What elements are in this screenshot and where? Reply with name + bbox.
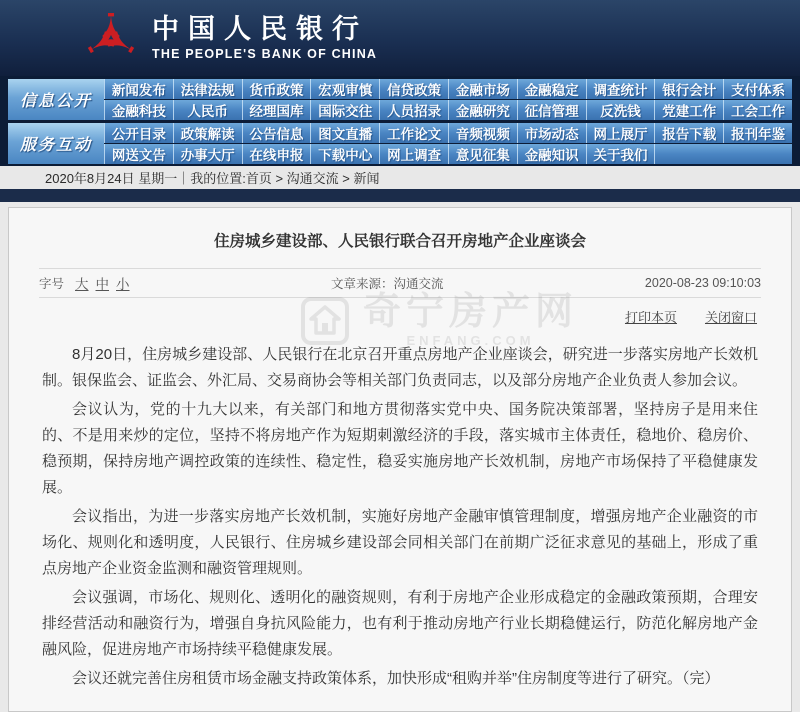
print-page-link[interactable]: 打印本页 [624, 310, 677, 325]
site-title-en: THE PEOPLE'S BANK OF CHINA [152, 47, 378, 62]
pboc-logo-icon [84, 11, 138, 65]
nav-item[interactable]: 金融市场 [448, 79, 517, 99]
nav-item[interactable]: 公开目录 [104, 123, 173, 143]
article-body [39, 328, 761, 701]
header-divider-band [0, 189, 800, 202]
nav-item[interactable]: 信贷政策 [379, 79, 448, 99]
site-title-cn: 中国人民银行 [152, 13, 368, 44]
nav-item[interactable]: 人民币 [173, 100, 242, 120]
nav-item[interactable]: 报告下载 [654, 123, 723, 143]
nav-item[interactable]: 货币政策 [242, 79, 311, 99]
article-card [8, 207, 792, 712]
content-area [0, 202, 800, 712]
article-actions [39, 298, 761, 328]
nav-item[interactable]: 在线申报 [242, 144, 311, 164]
font-size-option-中[interactable]: 中 [95, 277, 110, 292]
nav-item[interactable]: 网送文告 [104, 144, 173, 164]
nav-item[interactable]: 意见征集 [448, 144, 517, 164]
nav-item[interactable]: 公告信息 [242, 123, 311, 143]
nav-item[interactable]: 支付体系 [723, 79, 792, 99]
nav-item[interactable]: 关于我们 [586, 144, 655, 164]
font-size-label: 字号 [39, 277, 65, 291]
nav-group-label: 信息公开 [8, 79, 104, 120]
article-paragraph: 会议指出，为进一步落实房地产长效机制，实施好房地产金融审慎管理制度，增强房地产企业融资的市场化、规则化和透明度，人民银行、住房城乡建设部会同相关部门在前期广泛征求意见的基础上，形成了重点房地产企业资金监测和融资管理规则。 [42, 508, 758, 577]
nav-item[interactable]: 网上展厅 [586, 123, 655, 143]
nav-item[interactable]: 国际交往 [310, 100, 379, 120]
article-source [130, 274, 645, 292]
font-size-option-大[interactable]: 大 [75, 277, 89, 292]
nav-item[interactable]: 图文直播 [310, 123, 379, 143]
nav-item[interactable]: 金融研究 [448, 100, 517, 120]
page-title: 住房城乡建设部、人民银行联合召开房地产企业座谈会 [213, 233, 586, 250]
nav-item[interactable]: 金融知识 [517, 144, 586, 164]
source-label: 文章来源： [330, 277, 394, 291]
font-size-option-小[interactable]: 小 [116, 277, 130, 292]
nav-item[interactable]: 经理国库 [242, 100, 311, 120]
nav-item[interactable]: 下载中心 [310, 144, 379, 164]
source-value: 沟通交流 [393, 277, 444, 291]
nav-item[interactable]: 音频视频 [448, 123, 517, 143]
site-header [0, 0, 800, 76]
watermark-text-cn: 奇宁房产网 [363, 291, 579, 333]
font-size-control [39, 273, 130, 293]
article-paragraph: 会议强调，市场化、规则化、透明化的融资规则，有利于房地产企业形成稳定的金融政策预期，合理安排经营活动和融资行为，增强自身抗风险能力，也有利于推动房地产行业长期稳健运行，防范化解房地产金融风险，促进房地产市场持续平稳健康发展。 [42, 589, 758, 658]
breadcrumb [0, 166, 800, 189]
nav-item[interactable]: 银行会计 [654, 79, 723, 99]
nav-item[interactable]: 工作论文 [379, 123, 448, 143]
breadcrumb-text: 2020年8月24日 星期一｜我的位置:首页 > 沟通交流 > 新闻 [45, 171, 380, 186]
nav-item[interactable]: 政策解读 [173, 123, 242, 143]
nav-item[interactable]: 法律法规 [173, 79, 242, 99]
nav-item-filler [654, 144, 792, 164]
nav-item[interactable]: 宏观审慎 [310, 79, 379, 99]
nav-item[interactable]: 人员招录 [379, 100, 448, 120]
main-nav [0, 76, 800, 166]
nav-item[interactable]: 办事大厅 [173, 144, 242, 164]
nav-item[interactable]: 网上调查 [379, 144, 448, 164]
nav-item[interactable]: 金融稳定 [517, 79, 586, 99]
nav-item[interactable]: 市场动态 [517, 123, 586, 143]
nav-item[interactable]: 征信管理 [517, 100, 586, 120]
article-meta-row [39, 268, 761, 298]
watermark-text-en: ENFANG.COM [406, 333, 535, 348]
nav-group-1 [8, 123, 792, 164]
nav-item[interactable]: 新闻发布 [104, 79, 173, 99]
nav-item[interactable]: 金融科技 [104, 100, 173, 120]
nav-item[interactable]: 工会工作 [723, 100, 792, 120]
nav-item[interactable]: 报刊年鉴 [723, 123, 792, 143]
nav-item[interactable]: 反洗钱 [586, 100, 655, 120]
nav-group-0 [8, 79, 792, 120]
nav-item[interactable]: 调查统计 [586, 79, 655, 99]
nav-group-label: 服务互动 [8, 123, 104, 164]
publish-datetime: 2020-08-23 09:10:03 [644, 276, 761, 290]
nav-item[interactable]: 党建工作 [654, 100, 723, 120]
article-paragraph: 8月20日，住房城乡建设部、人民银行在北京召开重点房地产企业座谈会，研究进一步落实房地产长效机制。银保监会、证监会、外汇局、交易商协会等相关部门负责同志，以及部分房地产企业负责人参加会议。 [42, 346, 758, 389]
article-paragraph: 会议还就完善住房租赁市场金融支持政策体系，加快形成“租购并举”住房制度等进行了研究。（完） [72, 670, 720, 687]
article-paragraph: 会议认为，党的十九大以来，有关部门和地方贯彻落实党中央、国务院决策部署，坚持房子是用来住的、不是用来炒的定位，坚持不将房地产作为短期刺激经济的手段，落实城市主体责任，稳地价、稳房价、稳预期，保持房地产调控政策的连续性、稳定性，稳妥实施房地产长效机制，房地产市场保持了平稳健康发展。 [42, 401, 758, 496]
close-window-link[interactable]: 关闭窗口 [704, 310, 757, 325]
